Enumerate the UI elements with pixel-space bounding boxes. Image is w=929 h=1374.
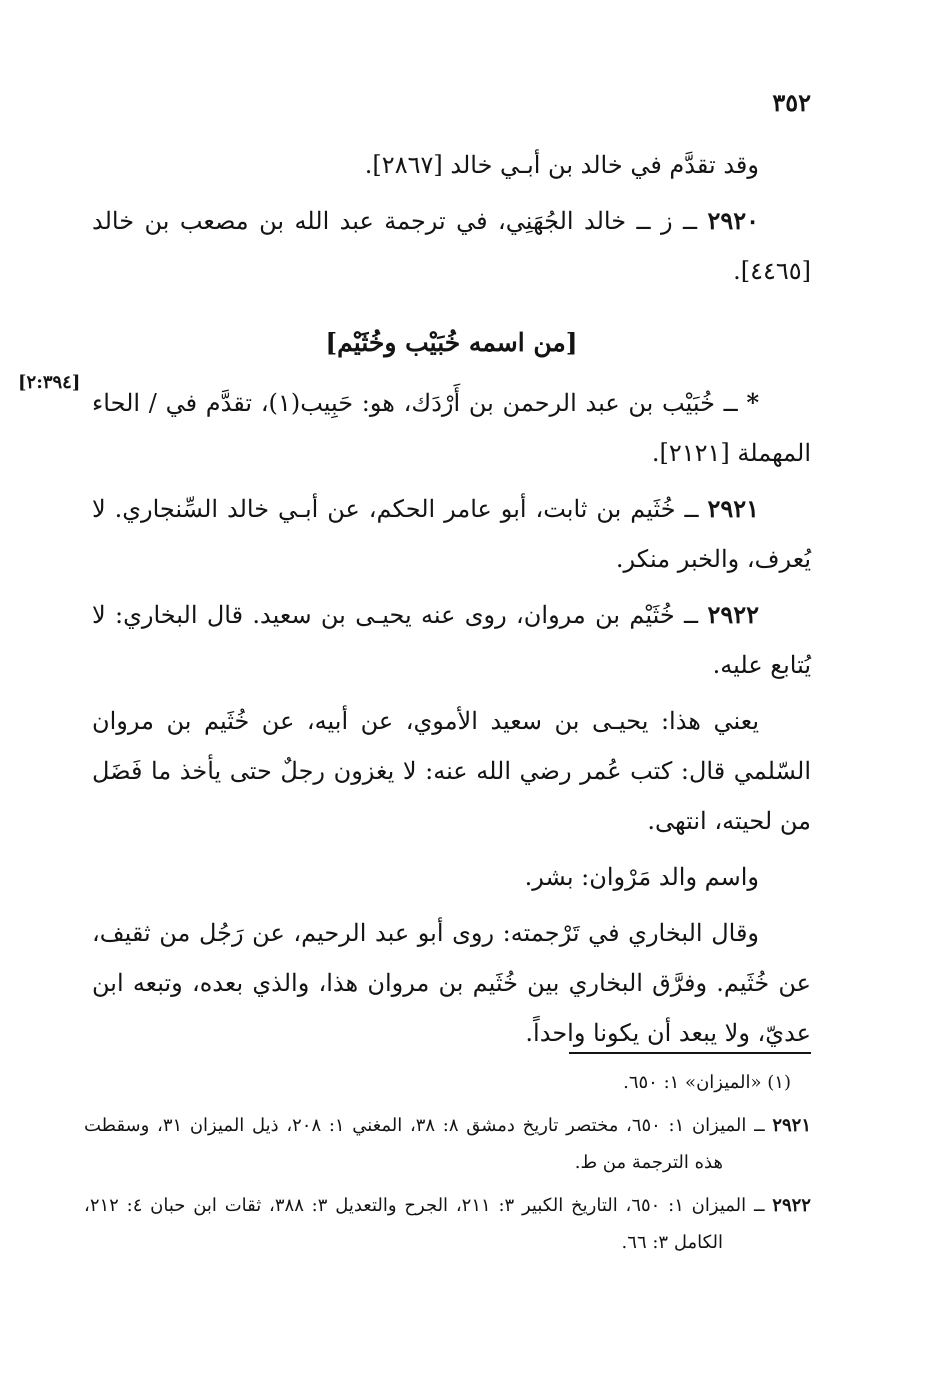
entry-text: ــ خُثَيْم بن مروان، روى عنه يحيـى بن سعيد. قال البخاري: لا يُتابع عليه.	[92, 601, 811, 679]
footnote-entry-number: ٢٩٢١	[772, 1115, 811, 1136]
paragraph-bukhari	[92, 908, 811, 1058]
page-number: ٣٥٢	[772, 88, 811, 117]
footnote-2921	[84, 1107, 811, 1181]
paragraph-text: يعني هذا: يحيـى بن سعيد الأموي، عن أبيه، عن خُثَيم بن مروان السّلمي قال: كتب عُمر رضي الله عنه: لا يغزون رجلٌ حتى يأخذ ما فَضَل من لحيته، انتهى.	[92, 707, 811, 835]
main-text	[92, 140, 811, 1064]
paragraph-father-name	[92, 852, 811, 902]
entry-number: ٢٩٢٠	[707, 206, 759, 235]
footnote-entry-number: ٢٩٢٢	[772, 1195, 811, 1216]
footnote-divider	[569, 1052, 811, 1054]
paragraph-text: وقد تقدَّم في خالد بن أبـي خالد [٢٨٦٧].	[364, 151, 759, 179]
entry-text: ــ خُبَيْب بن عبد الرحمن بن أَرْدَك، هو: حَبِيب(١)، تقدَّم في / الحاء المهملة [٢١٢١].	[92, 389, 811, 467]
entry-number: ٢٩٢١	[707, 494, 759, 523]
footnote-2922	[84, 1187, 811, 1261]
entry-2921	[92, 484, 811, 584]
margin-reference: [٢:٣٩٤]	[18, 372, 81, 393]
section-heading: [من اسمه خُبَيْب وخُثَيْم]	[325, 328, 578, 357]
entry-2922	[92, 590, 811, 690]
paragraph-text: واسم والد مَرْوان: بشر.	[524, 863, 759, 891]
entry-text: ــ ز ــ خالد الجُهَنِي، في ترجمة عبد الله بن مصعب بن خالد [٤٤٦٥].	[92, 207, 811, 285]
entry-number: ٢٩٢٢	[707, 600, 759, 629]
footnote-text: ــ الميزان ١: ٦٥٠، التاريخ الكبير ٣: ٢١١، الجرح والتعديل ٣: ٣٨٨، ثقات ابن حبان ٤: ٢١٢، الكامل ٣: ٦٦.	[84, 1195, 773, 1253]
footnote-text: ــ الميزان ١: ٦٥٠، مختصر تاريخ دمشق ٨: ٣٨، المغني ١: ٢٠٨، ذيل الميزان ٣١، وسقطت هذه الترجمة من ط.	[84, 1115, 773, 1173]
entry-text: ــ خُثَيم بن ثابت، أبو عامر الحكم، عن أبـي خالد السِّنجاري. لا يُعرف، والخبر منكر.	[92, 495, 811, 573]
paragraph-text: وقال البخاري في تَرْجمته: روى أبو عبد الرحيم، عن رَجُل من ثقيف، عن خُثَيم. وفرَّق البخاري بين خُثَيم بن مروان هذا، والذي بعده، وتبعه ابن عديّ، ولا يبعد أن يكونا واحداً.	[92, 919, 811, 1047]
paragraph-cross-reference	[92, 140, 811, 190]
footnotes	[84, 1064, 811, 1267]
footnote-1: (١) «الميزان» ١: ٦٥٠.	[623, 1072, 791, 1093]
entry-2920	[92, 196, 811, 296]
star-marker: *	[746, 388, 760, 417]
entry-khubayb	[92, 378, 811, 478]
paragraph-commentary	[92, 696, 811, 846]
